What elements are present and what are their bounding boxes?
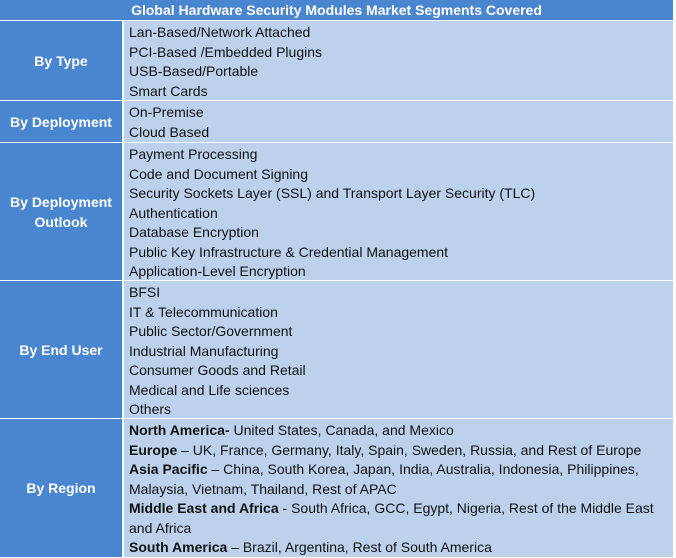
list-item: Payment Processing [129, 146, 258, 162]
region-countries: – UK, France, Germany, Italy, Spain, Sweden, Russia, and Rest of Europe [177, 441, 642, 458]
row-by-region [0, 418, 673, 557]
region-item [129, 441, 667, 461]
list-item: Medical and Life sciences [129, 381, 290, 398]
region-item [129, 421, 667, 441]
row-by-deployment [0, 100, 673, 142]
list-item: USB-Based/Portable [129, 63, 259, 79]
list-item: PCI-Based /Embedded Plugins [129, 43, 322, 60]
list-item: Public Key Infrastructure & Credential Management [129, 243, 449, 260]
list-item: Others [129, 401, 172, 417]
row-label-line: By Deployment [10, 193, 112, 210]
row-by-type [0, 20, 673, 100]
row-by-end-user [0, 280, 673, 418]
list-item: Authentication [129, 204, 218, 221]
region-countries: United States, Canada, and Mexico [229, 422, 454, 438]
list-item: Security Sockets Layer (SSL) and Transport Layer Security (TLC) [129, 185, 536, 201]
region-name: North America- [129, 422, 230, 438]
region-countries: – Brazil, Argentina, Rest of South America [227, 539, 492, 555]
region-countries: – China, South Korea, Japan, India, Australia, Indonesia, Philippines, Malaysia, Vietnam, Thailand, Rest of APAC [129, 461, 639, 497]
region-item [129, 499, 667, 538]
table-title: Global Hardware Security Modules Market Segments Covered [0, 0, 673, 20]
list-item: BFSI [129, 284, 161, 300]
list-item: Application-Level Encryption [129, 263, 306, 279]
region-name: Middle East and Africa [129, 500, 279, 516]
list-item: Cloud Based [129, 123, 210, 140]
region-item [129, 460, 667, 499]
row-items [124, 281, 673, 418]
row-label: By Type [0, 21, 122, 100]
row-label-line: Outlook [34, 213, 88, 230]
region-name: Asia Pacific [129, 461, 208, 477]
row-items [124, 101, 673, 142]
region-name: Europe [129, 441, 178, 458]
row-label [0, 143, 122, 280]
row-label: By Region [0, 419, 122, 557]
region-item [129, 538, 667, 558]
list-item: Industrial Manufacturing [129, 342, 279, 359]
row-items [124, 21, 673, 100]
list-item: Code and Document Signing [129, 165, 309, 182]
region-countries: - South Africa, GCC, Egypt, Nigeria, Rest of the Middle East and Africa [129, 500, 654, 536]
row-by-deployment-outlook [0, 142, 673, 280]
list-item: Database Encryption [129, 224, 259, 240]
row-items [124, 419, 673, 557]
list-item: Consumer Goods and Retail [129, 362, 306, 378]
list-item: Public Sector/Government [129, 323, 293, 339]
region-name: South America [129, 539, 228, 555]
row-label: By Deployment [0, 101, 122, 142]
row-items [124, 143, 673, 280]
list-item: Lan-Based/Network Attached [129, 24, 311, 40]
list-item: On-Premise [129, 104, 204, 120]
row-label: By End User [0, 281, 122, 418]
list-item: IT & Telecommunication [129, 303, 278, 320]
list-item: Smart Cards [129, 82, 208, 99]
